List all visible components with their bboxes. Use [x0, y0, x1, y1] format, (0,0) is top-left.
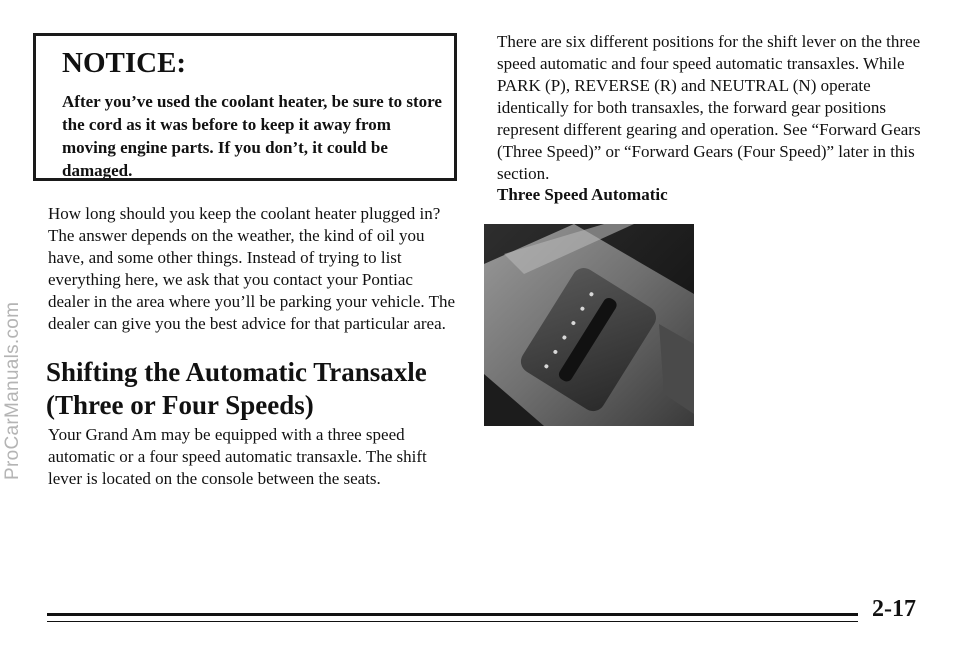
notice-title: NOTICE: — [62, 47, 187, 79]
footer-rule-thin — [47, 621, 858, 622]
page-number: 2-17 — [872, 596, 916, 622]
watermark: ProCarManuals.com — [2, 301, 23, 480]
shift-positions-paragraph: There are six different positions for the shift lever on the three speed automatic and four speed automatic transaxles. While PARK (P), REVERSE (R) and NEUTRAL (N) operate identically for both transaxles, the forward gear positions represent different gearing and operation. See “Forward Gears (Three Speed)” or “Forward Gears (Four Speed)” later in this section. — [497, 32, 921, 183]
notice-body: After you’ve used the coolant heater, be sure to store the cord as it was before to keep it away from moving engine parts. If you don’t, it could be damaged. — [62, 92, 442, 180]
three-speed-subheading: Three Speed Automatic — [497, 185, 668, 204]
coolant-heater-paragraph: How long should you keep the coolant heater plugged in? The answer depends on the weather, the kind of oil you have, and some other things. Instead of trying to list everything here, we ask that you contact your Pontiac dealer in the area where you’ll be parking your vehicle. The dealer can give you the best advice for that particular area. — [48, 204, 456, 333]
shift-lever-photo — [484, 224, 694, 426]
transaxle-intro-paragraph: Your Grand Am may be equipped with a three speed automatic or a four speed automatic transaxle. The shift lever is located on the console between the seats. — [48, 425, 427, 488]
notice-box — [33, 33, 457, 181]
footer-rule-thick — [47, 613, 858, 616]
section-heading: Shifting the Automatic Transaxle (Three or Four Speeds) — [46, 357, 427, 420]
